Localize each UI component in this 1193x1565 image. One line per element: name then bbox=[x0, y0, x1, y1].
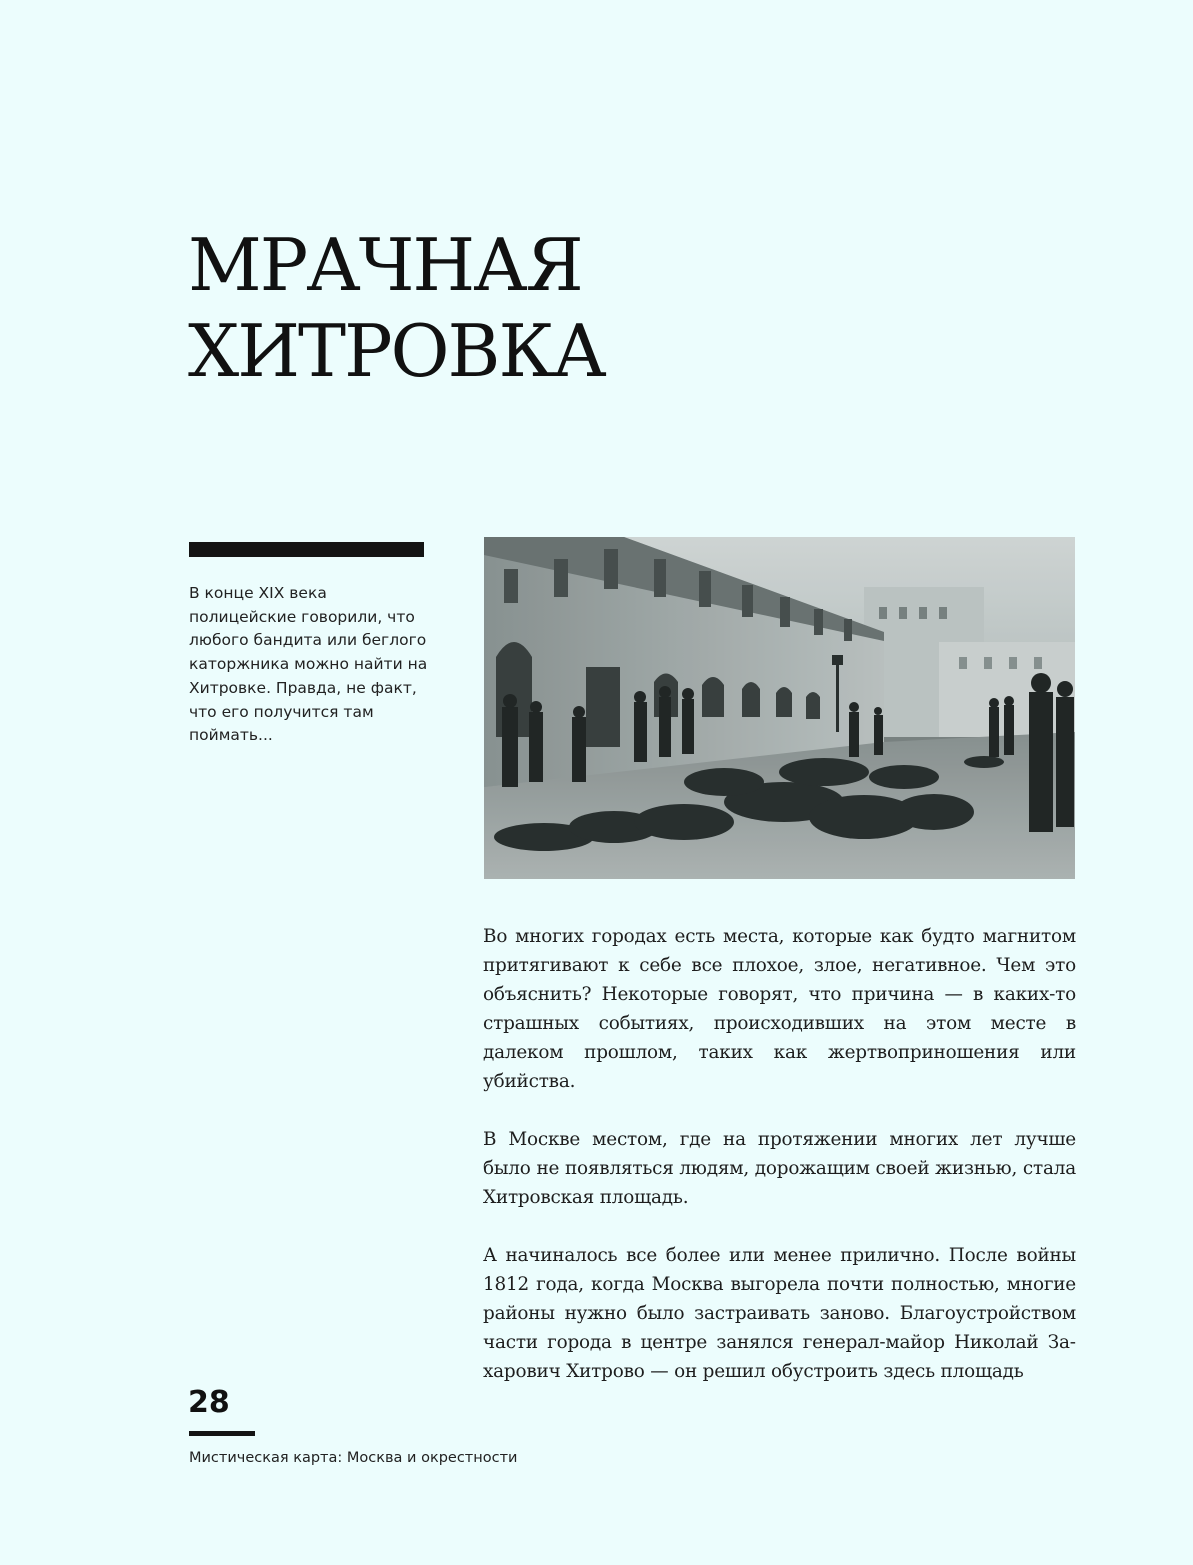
photo-illustration bbox=[484, 537, 1075, 879]
running-footer-book-title: Мистическая карта: Москва и окрестности bbox=[189, 1450, 518, 1466]
chapter-title-line-1: МРАЧНАЯ bbox=[188, 223, 582, 307]
body-paragraph-2: В Москве местом, где на протяжении многих лет лучше было не появляться людям, дорожащим своей жизнью, стала Хитровская площадь. bbox=[483, 1129, 1076, 1208]
body-paragraph-3: А начиналось все более или менее прилично. После войны 1812 года, когда Москва выгорела почти полностью, многие районы нужно было застраивать заново. Благоустройством части города в центре занялся генерал-майор Николай Захарович Хитрово — он решил обустроить здесь площадь bbox=[483, 1245, 1076, 1382]
body-text bbox=[483, 922, 1076, 1415]
page-number-rule bbox=[189, 1431, 255, 1436]
historical-photo bbox=[484, 537, 1075, 879]
chapter-title bbox=[188, 222, 605, 394]
body-paragraph-1: Во многих городах есть места, которые как будто магнитом притягивают к себе все плохое, злое, негативное. Чем это объяснить? Некоторые говорят, что причина — в каких-то страшных событиях, происходивших на этом месте в далеком прошлом, таких как жертвоприношения или убийства. bbox=[483, 926, 1076, 1092]
page-number: 28 bbox=[188, 1385, 230, 1420]
side-note-rule bbox=[189, 542, 424, 557]
side-note: В конце XIX века полицейские говорили, что любого бандита или беглого каторжника можно найти на Хитровке. Правда, не факт, что его получится там поймать... bbox=[189, 584, 428, 745]
chapter-title-line-2: ХИТРОВКА bbox=[188, 309, 605, 393]
